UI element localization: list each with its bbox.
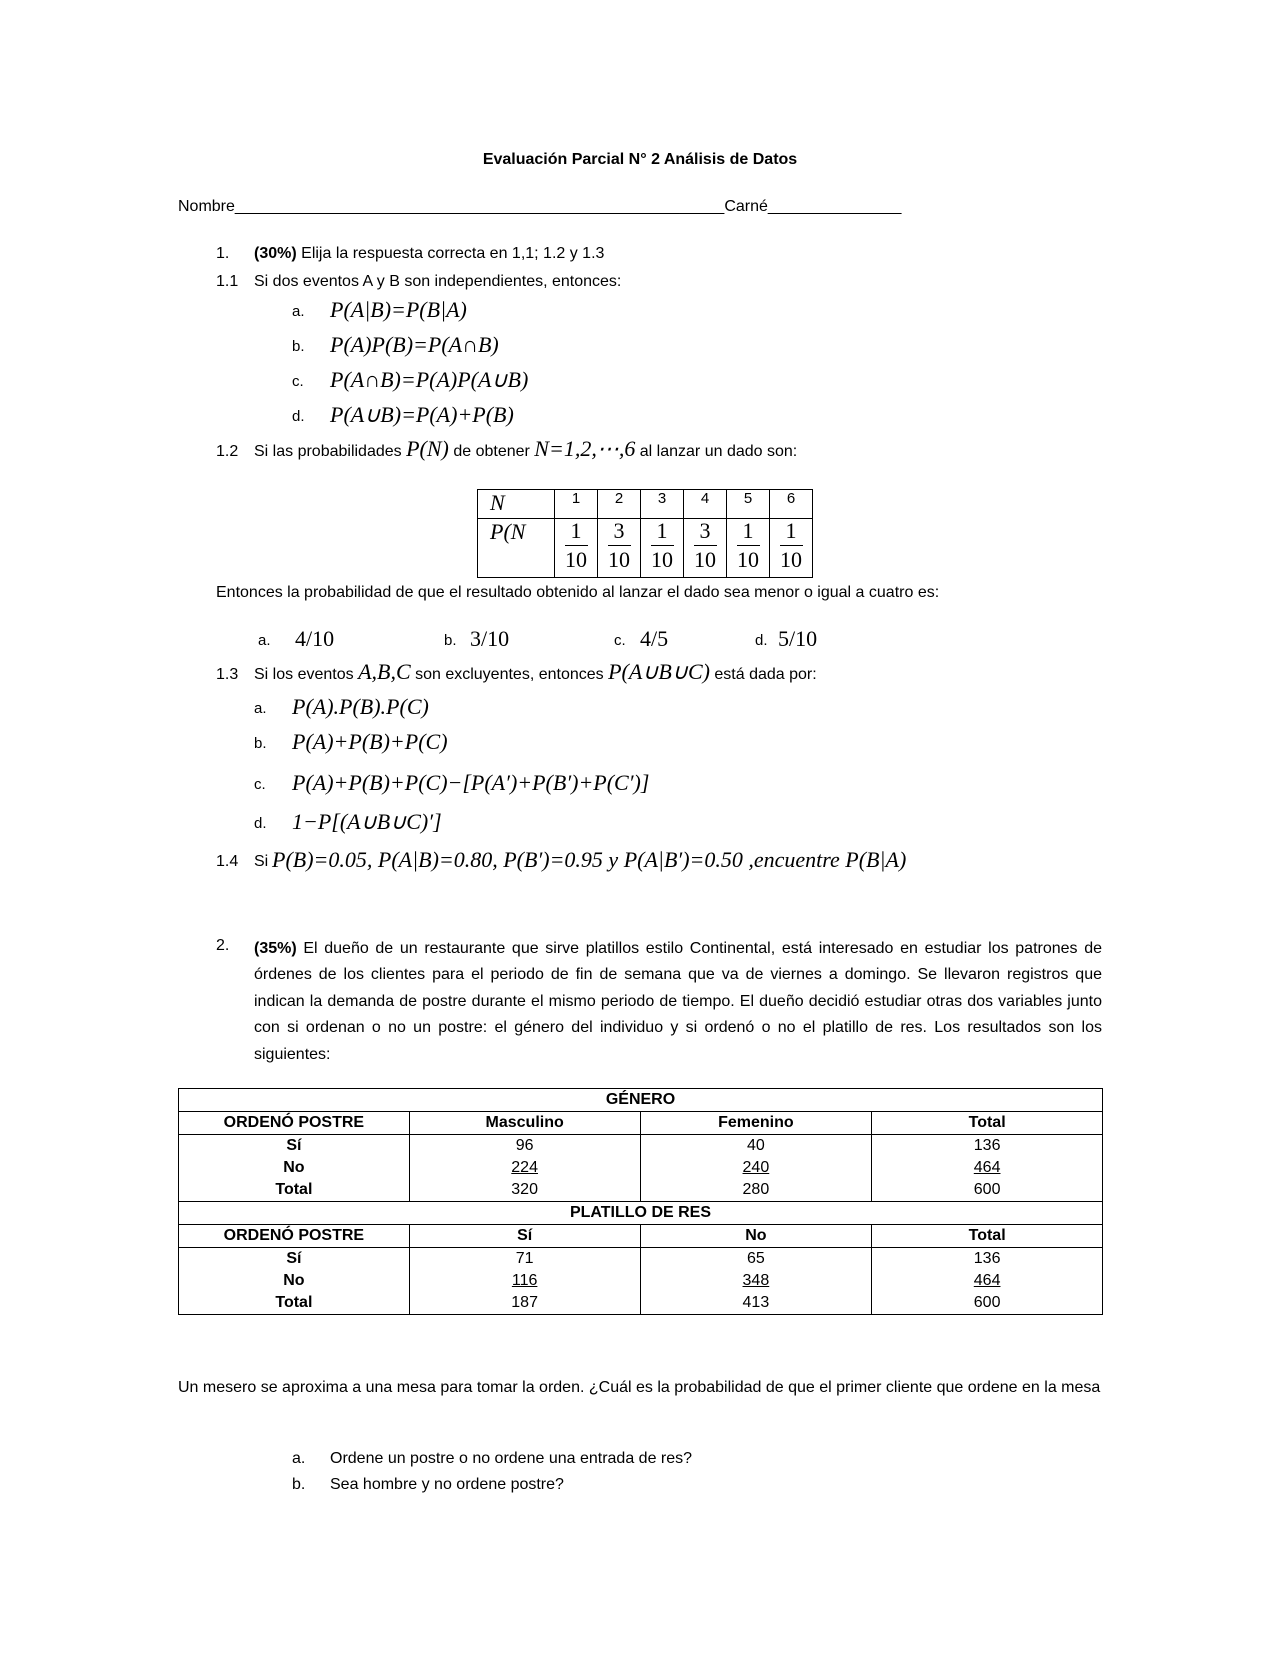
- table-cell: 600: [872, 1179, 1103, 1202]
- q2-part-a-text: Ordene un postre o no ordene una entrada de res?: [330, 1450, 693, 1467]
- cell-value: 116: [511, 1272, 538, 1289]
- q12-option-d-expr: 5/10: [778, 626, 818, 651]
- q13-option-a-letter: a.: [254, 700, 267, 717]
- table-cell: 280: [640, 1179, 872, 1202]
- q13-expr-a: A,B,C: [358, 659, 411, 684]
- q14-expr: P(B)=0.05, P(A|B)=0.80, P(B′)=0.95 y P(A|B′)=0.50 ,encuentre P(B|A): [272, 847, 907, 872]
- q11-option-d-expr: P(A∪B)=P(A)+P(B): [330, 402, 514, 427]
- column-header: Masculino: [409, 1112, 640, 1135]
- table-cell: [555, 519, 598, 578]
- row-label: Total: [179, 1292, 410, 1315]
- cell-value: 464: [973, 1159, 1001, 1176]
- column-header: Femenino: [640, 1112, 872, 1135]
- numerator: 1: [565, 519, 588, 546]
- q13-option-d-letter: d.: [254, 815, 267, 832]
- name-carne-line: Nombre_______________________________________________________Carné_______________: [178, 198, 902, 215]
- cell-value: 348: [742, 1272, 770, 1289]
- table-header-row: [179, 1225, 1103, 1248]
- row-label-pn: P(N: [478, 519, 555, 578]
- row-label: Total: [179, 1179, 410, 1202]
- q2-part-a-letter: a.: [292, 1450, 306, 1467]
- table-cell: [872, 1157, 1103, 1179]
- page-title: Evaluación Parcial N° 2 Análisis de Datos: [482, 151, 798, 168]
- table-cell: 3: [641, 490, 684, 519]
- q1-intro: Elija la respuesta correcta en 1,1; 1.2 y 1.3: [301, 245, 605, 262]
- denominator: 10: [651, 547, 673, 572]
- q13-option-a-expr: P(A).P(B).P(C): [292, 694, 429, 719]
- table-row: [179, 1179, 1103, 1202]
- q2-paragraph: [254, 936, 1102, 1068]
- cell-value: 464: [973, 1272, 1001, 1289]
- table-cell: [409, 1270, 640, 1292]
- table-cell: [640, 1270, 872, 1292]
- numerator: 3: [608, 519, 631, 546]
- q12-option-a-letter: a.: [258, 632, 271, 649]
- q11-number: 1.1: [216, 273, 239, 290]
- q12-expr-b: N=1,2,⋯,6: [534, 436, 636, 461]
- table-cell: [727, 519, 770, 578]
- q13-option-d-expr: 1−P[(A∪B∪C)′]: [292, 809, 442, 834]
- q11-option-a-letter: a.: [292, 303, 305, 320]
- q11-option-b-expr: P(A)P(B)=P(A∩B): [330, 332, 499, 357]
- row-label: Sí: [179, 1248, 410, 1271]
- fraction: [608, 519, 631, 572]
- column-header: Total: [872, 1225, 1103, 1248]
- q11-option-c-expr: P(A∩B)=P(A)P(A∪B): [330, 367, 529, 392]
- q12-text: [254, 436, 797, 462]
- q12-option-b-expr: 3/10: [470, 626, 510, 651]
- fraction: [565, 519, 588, 572]
- q13-text-b: son excluyentes, entonces: [415, 666, 604, 683]
- table-cell: 5: [727, 490, 770, 519]
- table-cell: 71: [409, 1248, 640, 1271]
- q13-option-b-letter: b.: [254, 735, 267, 752]
- fraction: [651, 519, 674, 572]
- table-cell: 65: [640, 1248, 872, 1271]
- q12-text-c: al lanzar un dado son:: [639, 443, 798, 460]
- probability-table: [477, 489, 813, 578]
- denominator: 10: [608, 547, 630, 572]
- q2-part-b-letter: b.: [292, 1476, 306, 1493]
- fraction: [694, 519, 717, 572]
- column-header: No: [640, 1225, 872, 1248]
- table-cell: 4: [684, 490, 727, 519]
- fraction: [737, 519, 760, 572]
- q12-option-b-letter: b.: [444, 632, 457, 649]
- numerator: 1: [737, 519, 760, 546]
- denominator: 10: [565, 547, 587, 572]
- row-label: No: [179, 1270, 410, 1292]
- q2-text: El dueño de un restaurante que sirve platillos estilo Continental, está interesado en estudiar los patrones de órdenes de los clientes para el periodo de fin de semana que va de viernes a domingo. Se llevaron registros que indican la demanda de postre durante el mismo periodo de tiempo. El dueño decidió estudiar otras dos variables junto con si ordenan o no un postre: el género del individuo y si ordenó o no el platillo de res. Los resultados son los siguientes:: [254, 940, 1102, 1063]
- q13-number: 1.3: [216, 666, 239, 683]
- q2-number: 2.: [216, 937, 230, 954]
- table-row: [179, 1248, 1103, 1271]
- table-cell: 96: [409, 1135, 640, 1158]
- table-cell: [770, 519, 813, 578]
- table-cell: [598, 519, 641, 578]
- table-cell: 413: [640, 1292, 872, 1315]
- q12-option-a-expr: 4/10: [295, 626, 335, 651]
- q2-prompt: Un mesero se aproxima a una mesa para tomar la orden. ¿Cuál es la probabilidad de que el primer cliente que ordene en la mesa: [178, 1379, 1101, 1396]
- table-cell: [409, 1157, 640, 1179]
- column-header: ORDENÓ POSTRE: [179, 1112, 410, 1135]
- q13-text-c: está dada por:: [714, 666, 817, 683]
- contingency-table: [178, 1088, 1103, 1315]
- table-cell: [872, 1270, 1103, 1292]
- table-cell: 600: [872, 1292, 1103, 1315]
- group-header-genero: GÉNERO: [179, 1089, 1103, 1112]
- q11-text: Si dos eventos A y B son independientes, entonces:: [254, 273, 622, 290]
- cell-value: 240: [742, 1159, 770, 1176]
- q11-option-c-letter: c.: [292, 373, 304, 390]
- q12-expr-a: P(N): [406, 436, 449, 461]
- table-cell: 136: [872, 1135, 1103, 1158]
- row-label-n: N: [478, 490, 555, 519]
- q12-option-c-letter: c.: [614, 632, 626, 649]
- cell-value: 224: [511, 1159, 538, 1176]
- fraction: [780, 519, 803, 572]
- table-cell: 2: [598, 490, 641, 519]
- table-cell: [641, 519, 684, 578]
- q13-text: [254, 659, 817, 685]
- q1-weight: (30%): [254, 245, 297, 262]
- q12-number: 1.2: [216, 443, 239, 460]
- column-header: ORDENÓ POSTRE: [179, 1225, 410, 1248]
- q2-part-b-text: Sea hombre y no ordene postre?: [330, 1476, 564, 1493]
- q12-followup: Entonces la probabilidad de que el resultado obtenido al lanzar el dado sea menor o igual a cuatro es:: [216, 584, 940, 601]
- numerator: 1: [780, 519, 803, 546]
- q11-option-d-letter: d.: [292, 408, 305, 425]
- q12-option-d-letter: d.: [755, 632, 768, 649]
- q14-si: Si: [254, 853, 269, 870]
- table-cell: 320: [409, 1179, 640, 1202]
- column-header: Total: [872, 1112, 1103, 1135]
- q13-expr-b: P(A∪B∪C): [608, 659, 710, 684]
- group-header-platillo: PLATILLO DE RES: [179, 1202, 1103, 1225]
- q14-number: 1.4: [216, 853, 239, 870]
- q12-text-a: Si las probabilidades: [254, 443, 402, 460]
- q12-option-c-expr: 4/5: [640, 626, 669, 651]
- table-cell: 6: [770, 490, 813, 519]
- table-row: [179, 1292, 1103, 1315]
- row-label: Sí: [179, 1135, 410, 1158]
- q1-number: 1.: [216, 245, 230, 262]
- q11-option-b-letter: b.: [292, 338, 305, 355]
- table-row: [179, 1157, 1103, 1179]
- q13-option-c-letter: c.: [254, 776, 266, 793]
- table-row: [478, 519, 813, 578]
- row-label: No: [179, 1157, 410, 1179]
- table-cell: 40: [640, 1135, 872, 1158]
- denominator: 10: [737, 547, 759, 572]
- table-group-row: [179, 1202, 1103, 1225]
- q13-option-c-expr: P(A)+P(B)+P(C)−[P(A′)+P(B′)+P(C′)]: [292, 770, 650, 795]
- column-header: Sí: [409, 1225, 640, 1248]
- table-group-row: [179, 1089, 1103, 1112]
- denominator: 10: [694, 547, 716, 572]
- denominator: 10: [780, 547, 802, 572]
- table-cell: 136: [872, 1248, 1103, 1271]
- q2-weight: (35%): [254, 940, 297, 957]
- table-cell: 187: [409, 1292, 640, 1315]
- q12-text-b: de obtener: [453, 443, 530, 460]
- table-header-row: [179, 1112, 1103, 1135]
- numerator: 1: [651, 519, 674, 546]
- q11-option-a-expr: P(A|B)=P(B|A): [330, 297, 467, 322]
- table-row: [179, 1270, 1103, 1292]
- table-cell: [640, 1157, 872, 1179]
- table-cell: [684, 519, 727, 578]
- q13-option-b-expr: P(A)+P(B)+P(C): [292, 729, 448, 754]
- table-cell: 1: [555, 490, 598, 519]
- q13-text-a: Si los eventos: [254, 666, 354, 683]
- table-row: [478, 490, 813, 519]
- numerator: 3: [694, 519, 717, 546]
- q1-heading: [254, 244, 604, 264]
- table-row: [179, 1135, 1103, 1158]
